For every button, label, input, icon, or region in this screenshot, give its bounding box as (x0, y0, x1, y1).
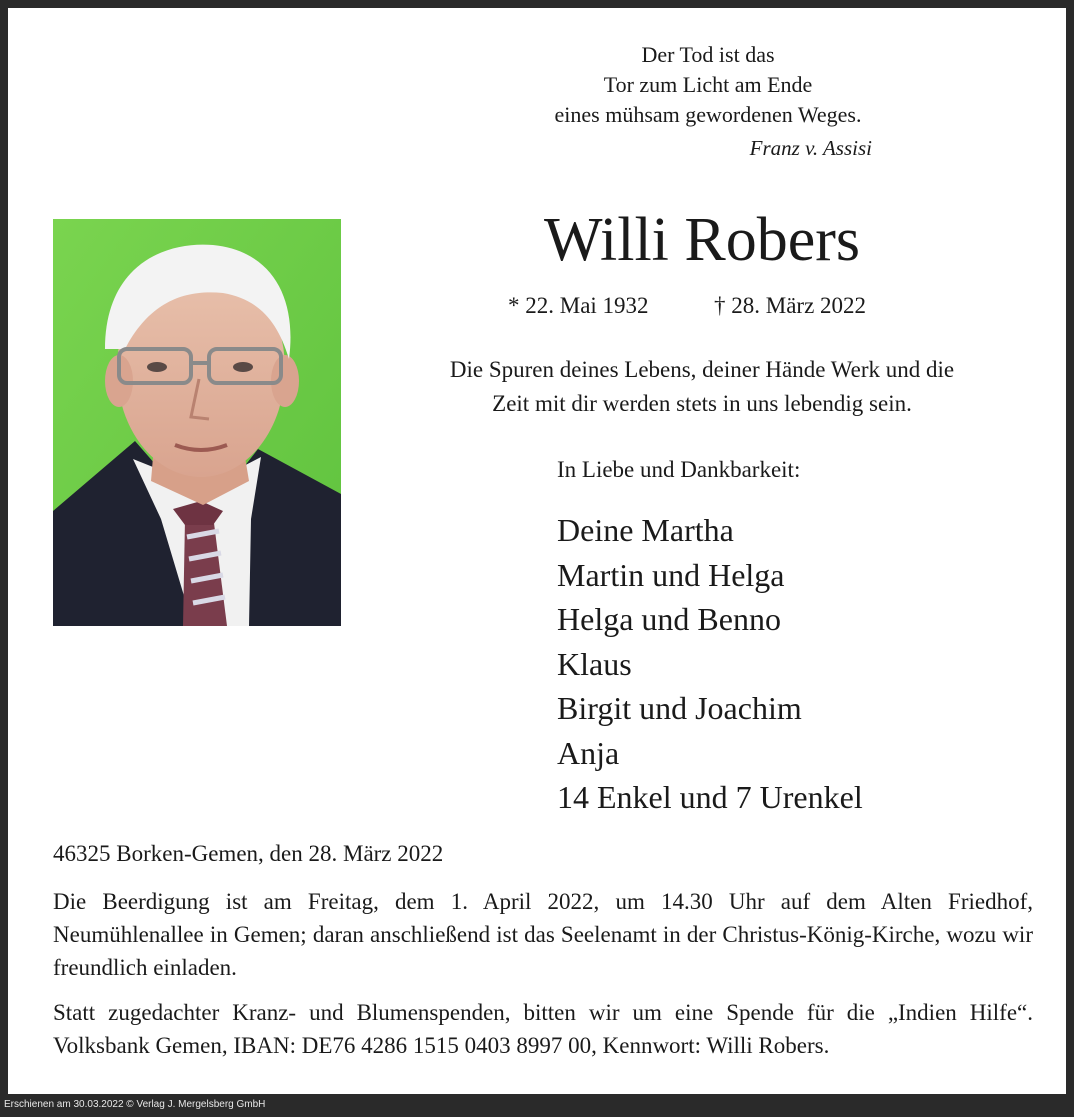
family-member: Helga und Benno (557, 601, 781, 637)
quote-line: Tor zum Licht am Ende (603, 72, 813, 97)
portrait-illustration (53, 219, 341, 626)
family-member: Martin und Helga (557, 556, 785, 593)
birth-date: * 22. Mai 1932 (508, 293, 649, 318)
greeting: In Liebe und Dankbarkeit: (557, 457, 801, 482)
publication-footer: Erschienen am 30.03.2022 © Verlag J. Mergelsberg GmbH (4, 1099, 266, 1110)
family-member: Klaus (557, 645, 632, 682)
donation-info: Statt zugedachter Kranz- und Blumenspenden, bitten wir um eine Spende für die „Indien Hilfe“. Volksbank Gemen, IBAN: DE76 4286 1515 0403 8997 00, Kennwort: Willi Robers. (53, 1000, 1033, 1058)
family-list (557, 508, 863, 820)
obituary-card (8, 8, 1066, 1094)
quote-line: eines mühsam gewordenen Weges. (554, 102, 862, 127)
quote-author: Franz v. Assisi (749, 136, 872, 160)
quote (478, 40, 938, 130)
verse-line: Die Spuren deines Lebens, deiner Hände Werk und die (449, 357, 955, 382)
death-date: † 28. März 2022 (714, 293, 867, 318)
family-member: 14 Enkel und 7 Urenkel (557, 779, 863, 815)
memorial-verse (378, 353, 1026, 421)
place-date: 46325 Borken-Gemen, den 28. März 2022 (53, 841, 444, 866)
funeral-info: Die Beerdigung ist am Freitag, dem 1. April 2022, um 14.30 Uhr auf dem Alten Friedhof, Neumühlenallee in Gemen; daran anschließend ist das Seelenamt in der Christus-König-Kirche, wozu wir freundlich einladen. (53, 889, 1033, 980)
portrait-photo (53, 219, 341, 626)
quote-line: Der Tod ist das (641, 42, 775, 67)
verse-line: Zeit mit dir werden stets in uns lebendig sein. (492, 391, 912, 416)
family-member: Deine Martha (557, 512, 734, 548)
deceased-name: Willi Robers (543, 206, 861, 274)
family-member: Anja (557, 734, 620, 771)
family-member: Birgit und Joachim (557, 690, 802, 726)
